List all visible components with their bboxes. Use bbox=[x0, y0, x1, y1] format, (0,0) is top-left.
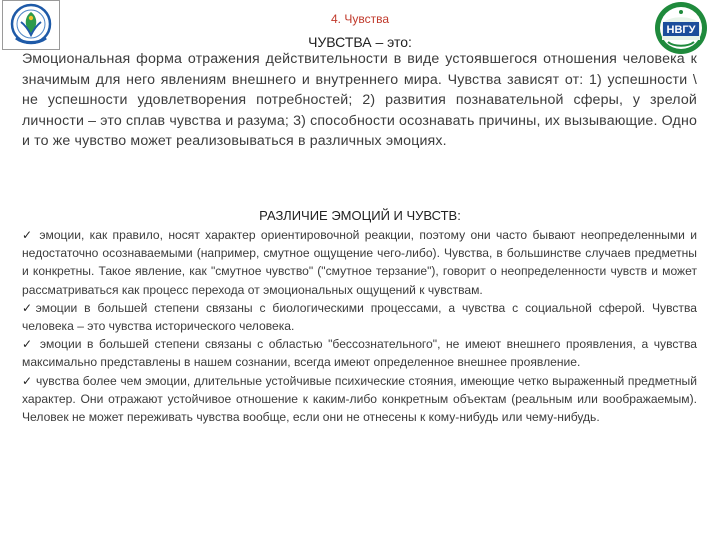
list-item bbox=[22, 226, 697, 299]
list-item bbox=[22, 335, 697, 371]
list-item bbox=[22, 299, 697, 335]
list-item-text: эмоции в большей степени связаны с областью "бессознательного", не имеют внешнего проявления, а чувства максимально представлены в нашем сознании, всегда имеют определенное внешнее проявление. bbox=[22, 337, 697, 370]
slide-heading: 4. Чувства bbox=[331, 12, 389, 26]
check-mark-icon: ✓ bbox=[22, 337, 35, 352]
check-mark-icon: ✓ bbox=[22, 228, 35, 242]
list-item bbox=[22, 372, 697, 427]
intro-paragraph: Эмоциональная форма отражения действительности в виде устоявшегося отношения человека к значимым для него явлениям внешнего и внутреннего мира. Чувства зависят от: 1) успешности \ не успешности удовлетворения потребностей; 2) развития познавательной сферы, у зрелой личности – это сплав чувства и разума; 3) способности осознавать причины, их вызывающие. Одно и то же чувство может реализовываться в различных эмоциях. bbox=[22, 51, 697, 150]
right-logo-text: НВГУ bbox=[666, 24, 696, 36]
list-item-text: чувства более чем эмоции, длительные устойчивые психические стояния, имеющие четко выраженный предметный характер. Они отражают устойчивое отношение к каким-либо конкретным объектам (реальным или воображаемым). Человек не может переживать чувства вообще, если они не отнесены к кому-нибудь или чему-нибудь. bbox=[22, 373, 697, 425]
list-item-text: эмоции, как правило, носят характер ориентировочной реакции, поэтому они часто бывают неопределенными и недостаточно осознаваемыми (например, смутное ощущение чего-либо). Чувства, в большинстве случаев предметны и конкретны. Такое явление, как "смутное чувство" ("смутное терзание"), говорит о неопределенности чувств и может рассматриваться как процесс перехода от эмоциональных ощущений к чувствам. bbox=[22, 228, 697, 297]
check-mark-icon: ✓ bbox=[22, 373, 33, 388]
block-title: ЧУВСТВА – это: bbox=[308, 34, 412, 50]
differences-list bbox=[22, 226, 697, 426]
list-item-text: эмоции в большей степени связаны с биологическими процессами, а чувства с социальной сферой. Чувства человека – это чувства исторического человека. bbox=[22, 300, 697, 334]
section-title: РАЗЛИЧИЕ ЭМОЦИЙ И ЧУВСТВ: bbox=[259, 208, 461, 223]
check-mark-icon: ✓ bbox=[22, 300, 36, 315]
